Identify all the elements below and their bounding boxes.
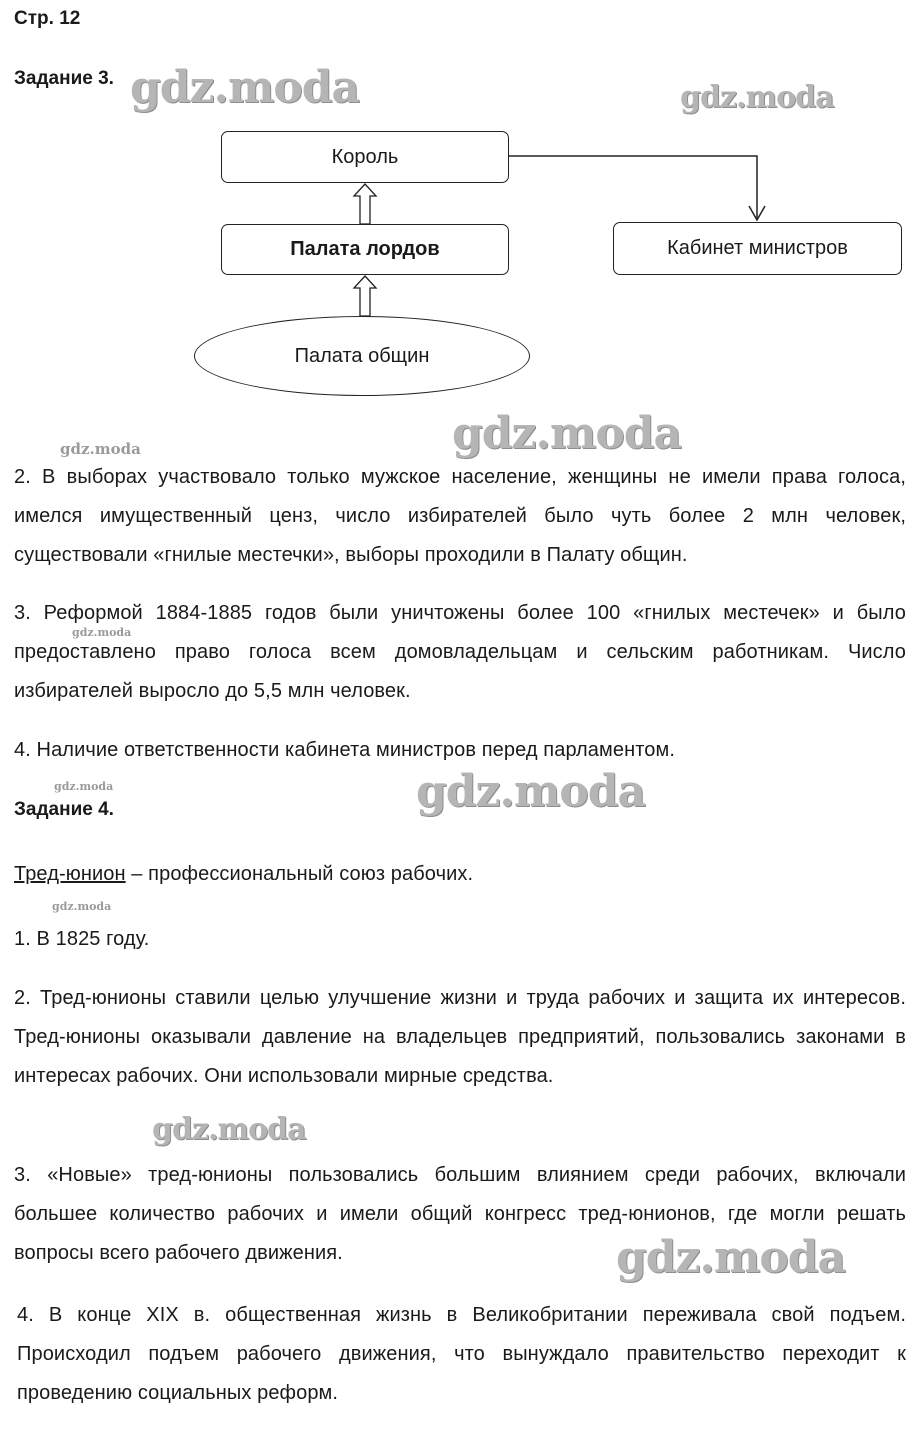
king-to-cabinet-arrow: [509, 156, 757, 218]
watermark: gdz.moda: [60, 440, 141, 458]
task-3-answer-3: 3. Реформой 1884-1885 годов были уничтожены более 100 «гнилых местечек» и было предоставлено право голоса всем домовладельцам и сельским работникам. Число избирателей выросло до 5,5 млн человек.: [14, 602, 906, 702]
commons-to-lords-arrow: [354, 276, 376, 316]
task-4-answer-3: 3. «Новые» тред-юнионы пользовались большим влиянием среди рабочих, включали большее количество рабочих и имели общий конгресс тред-юнионов, где могли решать вопросы всего рабочего движения.: [14, 1164, 906, 1264]
trade-union-definition-text: – профессиональный союз рабочих.: [125, 863, 474, 885]
trade-union-definition: [14, 855, 906, 894]
task-4-answer-1: 1. В 1825 году.: [14, 928, 150, 950]
task-4-answer-2: 2. Тред-юнионы ставили целью улучшение жизни и труда рабочих и защита их интересов. Тред-юнионы оказывали давление на владельцев предприятий, пользовались законами в интересах рабочих. Они использовали мирные средства.: [14, 987, 906, 1087]
cabinet-label: Кабинет министров: [667, 237, 848, 259]
watermark: gdz.moda: [52, 900, 112, 913]
watermark: gdz.moda: [416, 766, 646, 817]
house-of-commons-ellipse: [194, 316, 530, 396]
task-3-answer-2: 2. В выборах участвовало только мужское население, женщины не имели права голоса, имелся имущественный ценз, число избирателей было чуть более 2 млн человек, существовали «гнилые местечки», выборы проходили в Палату общин.: [14, 466, 906, 566]
commons-label: Палата общин: [294, 344, 430, 367]
cabinet-box: [613, 222, 902, 275]
lords-to-king-arrow: [354, 184, 376, 224]
task-4-answer-4: 4. В конце XIX в. общественная жизнь в Великобритании переживала свой подъем. Происходил подъем рабочего движения, что вынуждало правительство переходит к проведению социальных реформ.: [17, 1304, 906, 1404]
page-number: Стр. 12: [14, 8, 81, 29]
trade-union-term: Тред-юнион: [14, 863, 126, 885]
watermark: gdz.moda: [72, 626, 132, 639]
lords-label: Палата лордов: [290, 238, 440, 260]
king-label: Король: [331, 145, 399, 168]
watermark: gdz.moda: [152, 1112, 306, 1147]
watermark: gdz.moda: [616, 1232, 846, 1283]
watermark: gdz.moda: [54, 780, 114, 793]
task-3-heading: Задание 3.: [14, 68, 114, 89]
house-of-lords-box: [221, 224, 509, 275]
king-box: [221, 131, 509, 183]
watermark: gdz.moda: [680, 80, 834, 115]
task-4-heading: Задание 4.: [14, 799, 114, 820]
watermark: gdz.moda: [130, 62, 360, 113]
task-3-answer-4: 4. Наличие ответственности кабинета министров перед парламентом.: [14, 739, 675, 761]
watermark: gdz.moda: [452, 408, 682, 459]
